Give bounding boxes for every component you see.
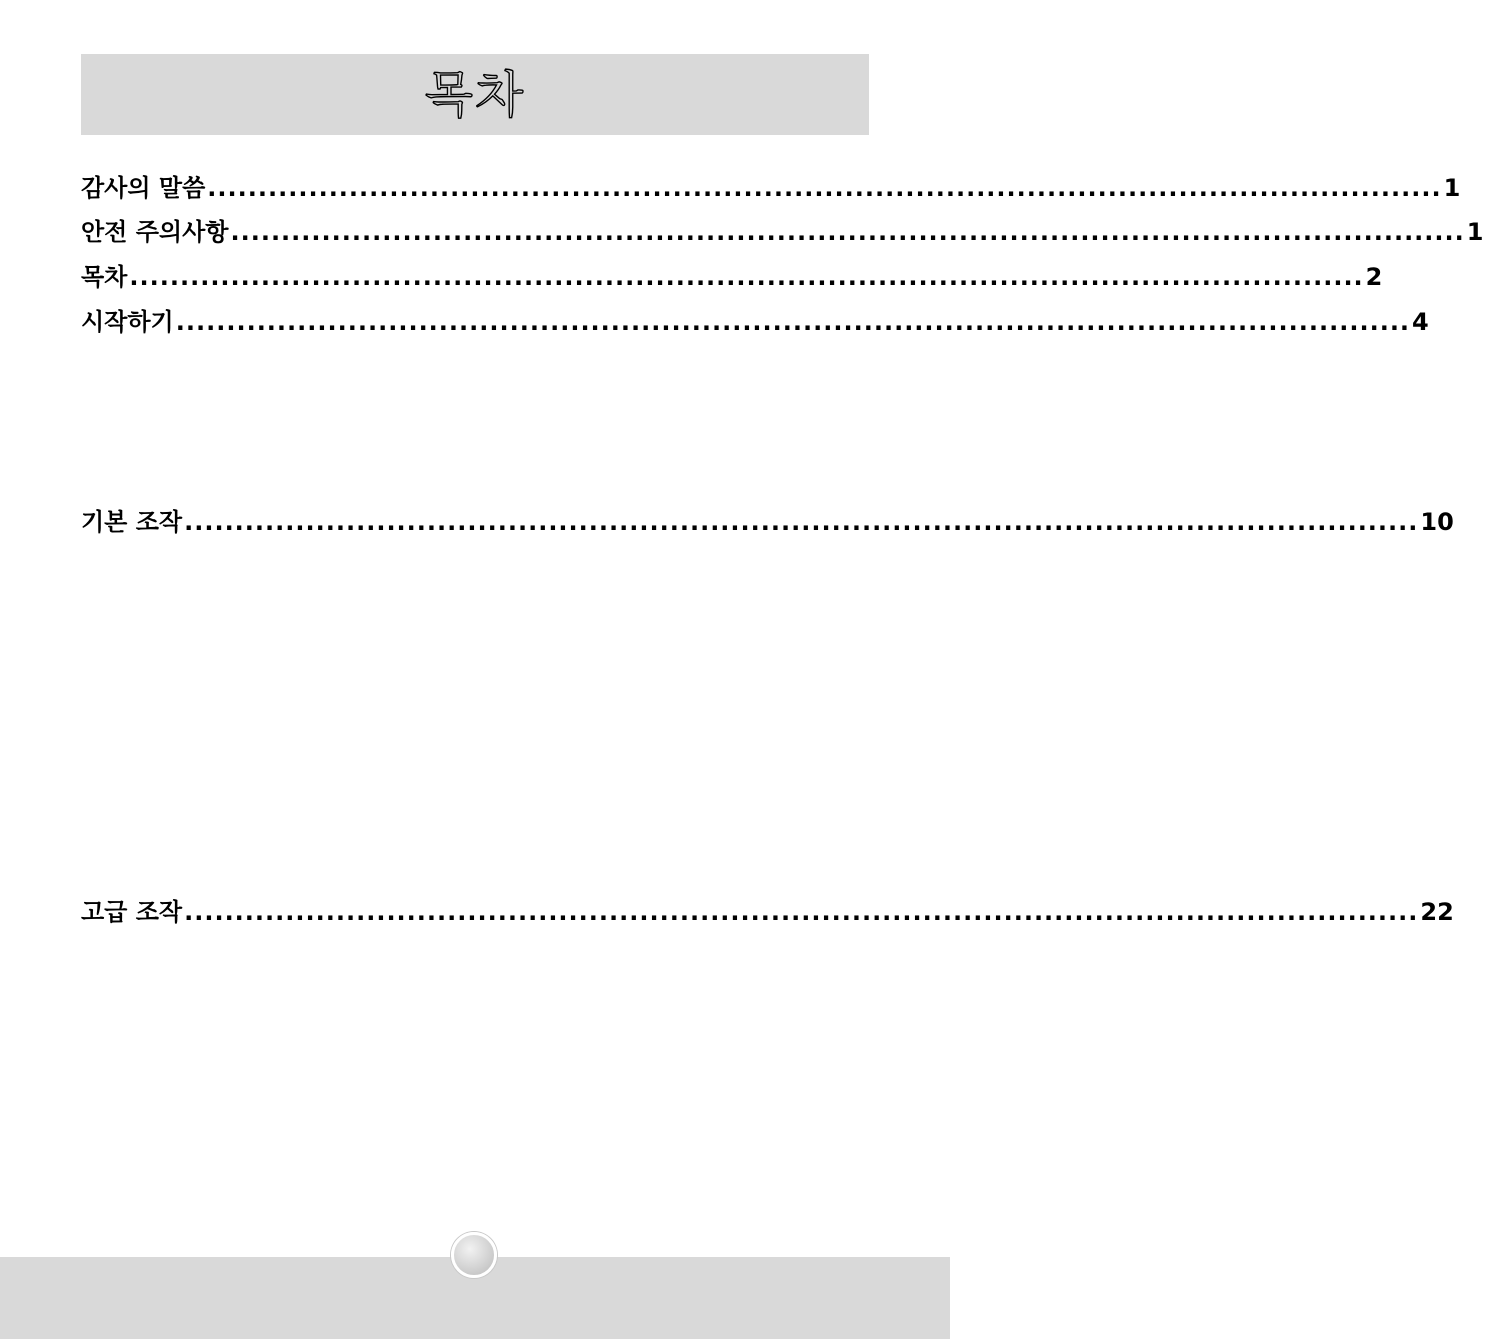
dot-leader: .......................................................................................................................... bbox=[230, 218, 1465, 246]
toc-entry[interactable] bbox=[81, 168, 1461, 202]
title-banner bbox=[81, 54, 869, 135]
toc-entry-label: 안전 주의사항 bbox=[81, 218, 229, 246]
toc-entry-page: 4 bbox=[1412, 308, 1429, 336]
toc-entry[interactable] bbox=[81, 892, 1454, 926]
toc-entry[interactable] bbox=[81, 257, 1383, 291]
toc-entry-label: 시작하기 bbox=[81, 308, 174, 336]
toc-entry-page: 22 bbox=[1420, 898, 1454, 926]
dot-leader: .......................................................................................................................... bbox=[184, 898, 1419, 926]
toc-entry[interactable] bbox=[81, 502, 1454, 536]
toc-entry-label: 감사의 말씀 bbox=[81, 174, 206, 202]
dot-leader: .......................................................................................................................... bbox=[175, 308, 1411, 336]
dot-leader: .......................................................................................................................... bbox=[184, 508, 1419, 536]
page-title: 목차 bbox=[424, 65, 526, 124]
toc-entry-page: 2 bbox=[1365, 263, 1383, 291]
toc-entry-page: 10 bbox=[1420, 508, 1454, 536]
toc-entry-page: 1 bbox=[1466, 218, 1484, 246]
dot-leader: .......................................................................................................................... bbox=[129, 263, 1364, 291]
toc-entry[interactable] bbox=[81, 212, 1484, 246]
toc-entry[interactable] bbox=[81, 302, 1429, 336]
toc-entry-page: 1 bbox=[1443, 174, 1461, 202]
toc-entry-label: 고급 조작 bbox=[81, 898, 183, 926]
toc-entry-label: 기본 조작 bbox=[81, 508, 183, 536]
dot-leader: .......................................................................................................................... bbox=[207, 174, 1442, 202]
page-number-circle bbox=[451, 1232, 497, 1278]
toc-entry-label: 목차 bbox=[81, 263, 128, 291]
